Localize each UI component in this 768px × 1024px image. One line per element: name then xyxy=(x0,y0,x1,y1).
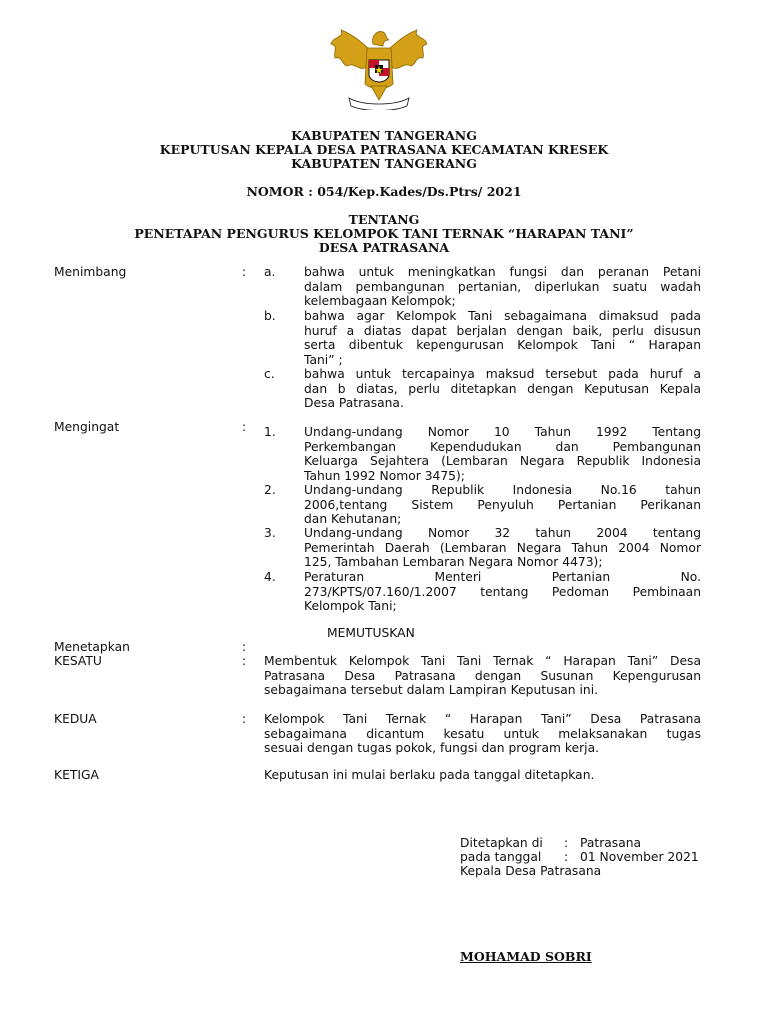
text-line: Peraturan Menteri Pertanian No. xyxy=(304,570,701,584)
ketiga-text: Keputusan ini mulai berlaku pada tanggal ditetapkan. xyxy=(264,768,595,782)
mengingat-item-2 xyxy=(304,483,701,527)
text-line: Tahun 1992 Nomor 3475); xyxy=(304,468,465,483)
header-title: KEPUTUSAN KEPALA DESA PATRASANA KECAMATAN KRESEK xyxy=(159,142,609,157)
tentang-heading: TENTANG xyxy=(348,212,420,227)
text-line: Kelompok Tani Ternak “ Harapan Tani” Desa Patrasana xyxy=(264,712,701,726)
garuda-emblem xyxy=(327,26,431,110)
mengingat-marker-3: 3. xyxy=(264,526,276,540)
text-line: Desa Patrasana. xyxy=(304,396,404,410)
text-line: 2006,tentang Sistem Penyuluh Pertanian Perikanan xyxy=(304,497,701,512)
text-line: 273/KPTS/07.160/1.2007 tentang Pedoman Pembinaan xyxy=(304,584,701,599)
text-line: dalam pembangunan pertanian, diperlukan suatu wadah xyxy=(304,279,701,294)
text-line: Perkembangan Kependudukan dan Pembangunan xyxy=(304,439,701,454)
text-line: Tani” ; xyxy=(304,352,343,367)
text-line: sebagaimana tersebut dalam Lampiran Keputusan ini. xyxy=(264,683,599,697)
kesatu-label: KESATU xyxy=(54,654,102,668)
mengingat-label: Mengingat xyxy=(54,420,120,434)
text-line: Patrasana Desa Patrasana dengan Susunan Kepengurusan xyxy=(264,668,701,683)
menimbang-colon: : xyxy=(242,265,247,279)
text-line: bahwa untuk tercapainya maksud tersebut pada huruf a xyxy=(304,367,701,381)
date-label: pada tanggal xyxy=(460,850,542,864)
mengingat-item-3 xyxy=(304,526,701,570)
menetapkan-colon: : xyxy=(242,640,247,654)
mengingat-marker-4: 4. xyxy=(264,570,276,584)
kesatu-colon: : xyxy=(242,654,247,668)
signatory-position: Kepala Desa Patrasana xyxy=(460,864,602,878)
menimbang-marker-a: a. xyxy=(264,265,276,279)
text-line: kelembagaan Kelompok; xyxy=(304,294,456,308)
ketiga-label: KETIGA xyxy=(54,768,99,782)
text-line: Keluarga Sejahtera (Lembaran Negara Republik Indonesia xyxy=(304,454,701,468)
kedua-label: KEDUA xyxy=(54,712,97,726)
mengingat-marker-2: 2. xyxy=(264,483,276,497)
text-line: Kelompok Tani; xyxy=(304,599,397,613)
kedua-text xyxy=(264,712,701,756)
text-line: Membentuk Kelompok Tani Tani Ternak “ Harapan Tani” Desa xyxy=(264,654,701,668)
text-line: Undang-undang Nomor 32 tahun 2004 tentang xyxy=(304,526,701,540)
text-line: dan Kehutanan; xyxy=(304,512,402,526)
header-regency: KABUPATEN TANGERANG xyxy=(291,128,477,143)
mengingat-colon: : xyxy=(242,420,247,434)
text-line: bahwa agar Kelompok Tani sebagaimana dimaksud pada xyxy=(304,309,701,323)
text-line: 125, Tambahan Lembaran Negara Nomor 4473); xyxy=(304,555,603,569)
mengingat-marker-1: 1. xyxy=(264,425,276,439)
place-value: Patrasana xyxy=(580,836,642,850)
kesatu-text xyxy=(264,654,701,698)
header-regency-2: KABUPATEN TANGERANG xyxy=(291,156,477,171)
text-line: huruf a diatas dapat berjalan dengan baik, perlu disusun xyxy=(304,323,701,338)
subject-line-1: PENETAPAN PENGURUS KELOMPOK TANI TERNAK “HARAPAN TANI” xyxy=(134,226,634,241)
menetapkan-label: Menetapkan xyxy=(54,640,130,654)
text-line: Undang-undang Nomor 10 Tahun 1992 Tentang xyxy=(304,425,701,439)
menimbang-item-a xyxy=(304,265,701,309)
menimbang-marker-c: c. xyxy=(264,367,275,381)
text-line: Pemerintah Daerah (Lembaran Negara Tahun 2004 Nomor xyxy=(304,540,701,555)
mengingat-item-4 xyxy=(304,570,701,614)
text-line: serta dibentuk kepengurusan Kelompok Tani “ Harapan xyxy=(304,338,701,352)
menimbang-marker-b: b. xyxy=(264,309,276,323)
document-number: NOMOR : 054/Kep.Kades/Ds.Ptrs/ 2021 xyxy=(246,184,522,199)
place-label: Ditetapkan di xyxy=(460,836,543,850)
date-colon: : xyxy=(564,850,569,864)
menimbang-item-b xyxy=(304,309,701,367)
text-line: dan b diatas, perlu ditetapkan dengan Keputusan Kepala xyxy=(304,381,701,396)
signatory-name: MOHAMAD SOBRI xyxy=(460,949,592,964)
garuda-icon xyxy=(327,26,431,110)
place-colon: : xyxy=(564,836,569,850)
menimbang-item-c xyxy=(304,367,701,411)
menimbang-label: Menimbang xyxy=(54,265,127,279)
subject-line-2: DESA PATRASANA xyxy=(318,240,450,255)
memutuskan-heading: MEMUTUSKAN xyxy=(327,626,415,640)
mengingat-item-1 xyxy=(304,425,701,483)
text-line: bahwa untuk meningkatkan fungsi dan peranan Petani xyxy=(304,265,701,279)
text-line: Undang-undang Republik Indonesia No.16 tahun xyxy=(304,483,701,497)
date-value: 01 November 2021 xyxy=(580,850,699,864)
kedua-colon: : xyxy=(242,712,247,726)
text-line: sesuai dengan tugas pokok, fungsi dan program kerja. xyxy=(264,741,600,755)
text-line: sebagaimana dicantum kesatu untuk melaksanakan tugas xyxy=(264,726,701,741)
